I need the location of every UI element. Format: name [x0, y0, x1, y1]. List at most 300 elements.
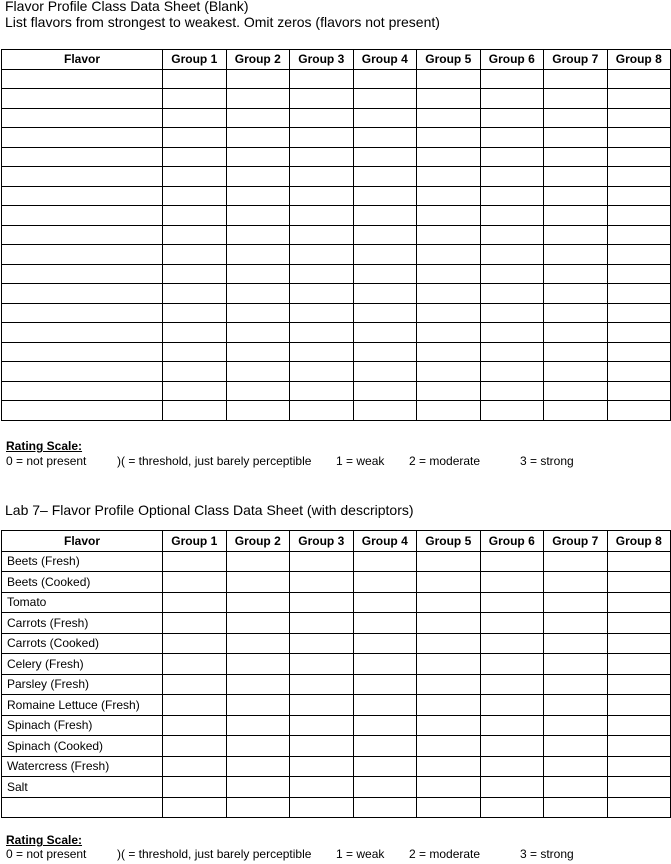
- group-cell[interactable]: [417, 613, 481, 634]
- group-cell[interactable]: [544, 186, 608, 206]
- group-cell[interactable]: [544, 633, 608, 654]
- group-cell[interactable]: [544, 128, 608, 148]
- group-cell[interactable]: [417, 323, 481, 343]
- group-cell[interactable]: [544, 147, 608, 167]
- group-cell[interactable]: [226, 797, 290, 818]
- group-cell[interactable]: [290, 89, 354, 109]
- group-cell[interactable]: [163, 401, 227, 421]
- group-cell[interactable]: [607, 89, 671, 109]
- group-cell[interactable]: [417, 186, 481, 206]
- group-cell[interactable]: [544, 69, 608, 89]
- group-cell[interactable]: [417, 572, 481, 593]
- sheet1-instruction: List flavors from strongest to weakest. Omit zeros (flavors not present): [5, 14, 440, 30]
- rating-scale-item: )( = threshold, just barely perceptible: [117, 847, 312, 861]
- group-cell[interactable]: [353, 89, 417, 109]
- flavor-cell[interactable]: [2, 225, 163, 245]
- group-cell[interactable]: [353, 225, 417, 245]
- group-cell[interactable]: [226, 167, 290, 187]
- table-header-row: [2, 531, 671, 552]
- group-cell[interactable]: [544, 362, 608, 382]
- group-cell[interactable]: [544, 572, 608, 593]
- group-cell[interactable]: [544, 381, 608, 401]
- group-cell[interactable]: [480, 756, 544, 777]
- group-cell[interactable]: [417, 89, 481, 109]
- group-cell[interactable]: [607, 108, 671, 128]
- group-cell[interactable]: [544, 797, 608, 818]
- group-cell[interactable]: [353, 777, 417, 798]
- group-cell[interactable]: [353, 592, 417, 613]
- group-cell[interactable]: [417, 756, 481, 777]
- group-cell[interactable]: [290, 69, 354, 89]
- rating-scale-row: [6, 847, 666, 862]
- group-cell[interactable]: [544, 736, 608, 757]
- group-cell[interactable]: [607, 264, 671, 284]
- group-cell[interactable]: [226, 186, 290, 206]
- flavor-cell[interactable]: [2, 245, 163, 265]
- group-cell[interactable]: [417, 303, 481, 323]
- group-cell[interactable]: [163, 695, 227, 716]
- group-cell[interactable]: [226, 284, 290, 304]
- group-cell[interactable]: [290, 128, 354, 148]
- flavor-cell[interactable]: [2, 186, 163, 206]
- group-cell[interactable]: [353, 186, 417, 206]
- group-cell[interactable]: [226, 69, 290, 89]
- group-cell[interactable]: [163, 551, 227, 572]
- group-cell[interactable]: [226, 342, 290, 362]
- group-cell[interactable]: [226, 736, 290, 757]
- group-cell[interactable]: [163, 797, 227, 818]
- group-cell[interactable]: [607, 797, 671, 818]
- sheet1-title: Flavor Profile Class Data Sheet (Blank): [5, 0, 249, 14]
- group-cell[interactable]: [480, 381, 544, 401]
- rating-scale-item: 3 = strong: [520, 847, 574, 861]
- group-cell[interactable]: [353, 206, 417, 226]
- group-cell[interactable]: [290, 715, 354, 736]
- group-cell[interactable]: [417, 206, 481, 226]
- group-cell[interactable]: [607, 225, 671, 245]
- flavor-cell[interactable]: [2, 264, 163, 284]
- group-cell[interactable]: [353, 736, 417, 757]
- group-cell[interactable]: [417, 674, 481, 695]
- group-cell[interactable]: [226, 695, 290, 716]
- group-cell[interactable]: [353, 108, 417, 128]
- group-cell[interactable]: [226, 225, 290, 245]
- group-cell[interactable]: [417, 777, 481, 798]
- group-cell[interactable]: [480, 777, 544, 798]
- group-cell[interactable]: [480, 147, 544, 167]
- group-cell[interactable]: [290, 362, 354, 382]
- group-cell[interactable]: [163, 89, 227, 109]
- group-cell[interactable]: [353, 381, 417, 401]
- group-cell[interactable]: [163, 342, 227, 362]
- group-cell[interactable]: [353, 674, 417, 695]
- group-cell[interactable]: [290, 401, 354, 421]
- group-cell[interactable]: [163, 284, 227, 304]
- group-cell[interactable]: [480, 551, 544, 572]
- group-cell[interactable]: [417, 147, 481, 167]
- group-cell[interactable]: [226, 245, 290, 265]
- group-cell[interactable]: [290, 633, 354, 654]
- group-column-header: Group 2: [226, 531, 290, 552]
- group-cell[interactable]: [417, 715, 481, 736]
- group-cell[interactable]: [544, 674, 608, 695]
- group-cell[interactable]: [544, 695, 608, 716]
- flavor-cell[interactable]: [2, 303, 163, 323]
- group-cell[interactable]: [353, 128, 417, 148]
- group-cell[interactable]: [544, 756, 608, 777]
- flavor-cell[interactable]: [2, 167, 163, 187]
- flavor-cell[interactable]: [2, 284, 163, 304]
- group-cell[interactable]: [290, 167, 354, 187]
- group-cell[interactable]: [544, 108, 608, 128]
- group-cell[interactable]: [480, 128, 544, 148]
- group-cell[interactable]: [544, 654, 608, 675]
- group-cell[interactable]: [607, 303, 671, 323]
- group-cell[interactable]: [163, 186, 227, 206]
- group-cell[interactable]: [607, 654, 671, 675]
- group-cell[interactable]: [290, 756, 354, 777]
- flavor-cell[interactable]: [2, 147, 163, 167]
- table-row: [2, 264, 671, 284]
- table-row: [2, 362, 671, 382]
- group-cell[interactable]: [607, 633, 671, 654]
- group-cell[interactable]: [417, 736, 481, 757]
- group-column-header: Group 8: [607, 50, 671, 70]
- group-cell[interactable]: [417, 381, 481, 401]
- table-row: [2, 186, 671, 206]
- group-cell[interactable]: [353, 69, 417, 89]
- group-cell[interactable]: [226, 715, 290, 736]
- group-cell[interactable]: [163, 572, 227, 593]
- group-cell[interactable]: [290, 777, 354, 798]
- group-cell[interactable]: [226, 572, 290, 593]
- group-cell[interactable]: [417, 654, 481, 675]
- group-cell[interactable]: [163, 264, 227, 284]
- group-cell[interactable]: [290, 108, 354, 128]
- group-cell[interactable]: [163, 206, 227, 226]
- group-cell[interactable]: [544, 342, 608, 362]
- group-cell[interactable]: [607, 167, 671, 187]
- table-row: [2, 128, 671, 148]
- flavor-cell[interactable]: [2, 128, 163, 148]
- group-cell[interactable]: [163, 613, 227, 634]
- group-cell[interactable]: [607, 284, 671, 304]
- group-cell[interactable]: [353, 342, 417, 362]
- group-cell[interactable]: [480, 167, 544, 187]
- group-cell[interactable]: [544, 613, 608, 634]
- group-cell[interactable]: [226, 613, 290, 634]
- group-cell[interactable]: [226, 108, 290, 128]
- group-cell[interactable]: [290, 695, 354, 716]
- group-cell[interactable]: [417, 128, 481, 148]
- group-cell[interactable]: [480, 695, 544, 716]
- flavor-cell[interactable]: [2, 89, 163, 109]
- group-cell[interactable]: [353, 756, 417, 777]
- group-cell[interactable]: [290, 572, 354, 593]
- group-cell[interactable]: [290, 592, 354, 613]
- group-cell[interactable]: [607, 674, 671, 695]
- group-cell[interactable]: [417, 108, 481, 128]
- group-cell[interactable]: [480, 225, 544, 245]
- flavor-cell[interactable]: [2, 342, 163, 362]
- group-cell[interactable]: [417, 69, 481, 89]
- group-cell[interactable]: [480, 186, 544, 206]
- group-cell[interactable]: [290, 264, 354, 284]
- group-cell[interactable]: [544, 206, 608, 226]
- group-cell[interactable]: [417, 264, 481, 284]
- sheet2-title: Lab 7– Flavor Profile Optional Class Data Sheet (with descriptors): [5, 502, 414, 518]
- group-cell[interactable]: [163, 592, 227, 613]
- group-cell[interactable]: [607, 715, 671, 736]
- group-cell[interactable]: [480, 89, 544, 109]
- group-cell[interactable]: [353, 572, 417, 593]
- group-cell[interactable]: [226, 592, 290, 613]
- table-row: [2, 206, 671, 226]
- flavor-cell: Spinach (Cooked): [2, 736, 163, 757]
- group-cell[interactable]: [290, 303, 354, 323]
- group-cell[interactable]: [607, 777, 671, 798]
- group-cell[interactable]: [163, 69, 227, 89]
- group-cell[interactable]: [163, 167, 227, 187]
- group-cell[interactable]: [290, 381, 354, 401]
- group-cell[interactable]: [607, 323, 671, 343]
- group-cell[interactable]: [290, 674, 354, 695]
- group-cell[interactable]: [544, 777, 608, 798]
- group-cell[interactable]: [607, 592, 671, 613]
- group-cell[interactable]: [163, 147, 227, 167]
- group-cell[interactable]: [480, 654, 544, 675]
- group-cell[interactable]: [163, 381, 227, 401]
- group-cell[interactable]: [290, 206, 354, 226]
- group-cell[interactable]: [290, 654, 354, 675]
- group-cell[interactable]: [544, 225, 608, 245]
- group-cell[interactable]: [226, 128, 290, 148]
- group-column-header: Group 4: [353, 531, 417, 552]
- group-cell[interactable]: [544, 715, 608, 736]
- group-cell[interactable]: [544, 323, 608, 343]
- group-cell[interactable]: [607, 69, 671, 89]
- group-cell[interactable]: [353, 167, 417, 187]
- group-cell[interactable]: [290, 225, 354, 245]
- group-cell[interactable]: [480, 633, 544, 654]
- group-cell[interactable]: [353, 264, 417, 284]
- group-cell[interactable]: [163, 777, 227, 798]
- group-cell[interactable]: [226, 756, 290, 777]
- group-cell[interactable]: [290, 613, 354, 634]
- group-cell[interactable]: [480, 797, 544, 818]
- group-cell[interactable]: [163, 674, 227, 695]
- group-cell[interactable]: [353, 551, 417, 572]
- group-cell[interactable]: [417, 633, 481, 654]
- group-cell[interactable]: [607, 551, 671, 572]
- rating-scale-title: Rating Scale:: [6, 833, 83, 847]
- group-cell[interactable]: [480, 69, 544, 89]
- group-cell[interactable]: [544, 167, 608, 187]
- group-cell[interactable]: [480, 108, 544, 128]
- group-cell[interactable]: [226, 362, 290, 382]
- group-cell[interactable]: [607, 401, 671, 421]
- flavor-column-header: Flavor: [2, 531, 163, 552]
- group-cell[interactable]: [353, 797, 417, 818]
- group-cell[interactable]: [480, 342, 544, 362]
- group-cell[interactable]: [480, 362, 544, 382]
- flavor-cell[interactable]: [2, 401, 163, 421]
- group-cell[interactable]: [607, 572, 671, 593]
- group-cell[interactable]: [480, 736, 544, 757]
- blank-data-table: [1, 49, 671, 421]
- group-cell[interactable]: [163, 756, 227, 777]
- group-cell[interactable]: [353, 654, 417, 675]
- group-cell[interactable]: [480, 303, 544, 323]
- group-cell[interactable]: [290, 147, 354, 167]
- group-cell[interactable]: [417, 342, 481, 362]
- group-cell[interactable]: [353, 695, 417, 716]
- group-cell[interactable]: [226, 674, 290, 695]
- group-cell[interactable]: [163, 303, 227, 323]
- group-cell[interactable]: [544, 401, 608, 421]
- group-cell[interactable]: [353, 284, 417, 304]
- table-row: [2, 756, 671, 777]
- group-cell[interactable]: [290, 736, 354, 757]
- group-cell[interactable]: [480, 284, 544, 304]
- group-cell[interactable]: [607, 362, 671, 382]
- group-cell[interactable]: [226, 777, 290, 798]
- group-cell[interactable]: [163, 633, 227, 654]
- group-cell[interactable]: [226, 89, 290, 109]
- group-cell[interactable]: [480, 715, 544, 736]
- group-cell[interactable]: [480, 245, 544, 265]
- group-cell[interactable]: [163, 736, 227, 757]
- table-row: [2, 225, 671, 245]
- flavor-cell[interactable]: [2, 323, 163, 343]
- group-cell[interactable]: [226, 303, 290, 323]
- group-column-header: Group 3: [290, 50, 354, 70]
- group-cell[interactable]: [607, 613, 671, 634]
- group-cell[interactable]: [480, 323, 544, 343]
- group-cell[interactable]: [353, 303, 417, 323]
- group-cell[interactable]: [290, 342, 354, 362]
- group-cell[interactable]: [290, 551, 354, 572]
- table-row: [2, 401, 671, 421]
- group-cell[interactable]: [544, 551, 608, 572]
- flavor-cell: Romaine Lettuce (Fresh): [2, 695, 163, 716]
- group-cell[interactable]: [163, 108, 227, 128]
- group-cell[interactable]: [163, 715, 227, 736]
- group-cell[interactable]: [417, 284, 481, 304]
- group-cell[interactable]: [226, 206, 290, 226]
- group-cell[interactable]: [544, 284, 608, 304]
- group-cell[interactable]: [417, 401, 481, 421]
- group-cell[interactable]: [353, 401, 417, 421]
- group-cell[interactable]: [607, 342, 671, 362]
- group-cell[interactable]: [163, 362, 227, 382]
- group-cell[interactable]: [226, 633, 290, 654]
- group-cell[interactable]: [544, 303, 608, 323]
- group-cell[interactable]: [290, 245, 354, 265]
- group-cell[interactable]: [353, 362, 417, 382]
- group-cell[interactable]: [607, 206, 671, 226]
- flavor-cell[interactable]: [2, 381, 163, 401]
- flavor-cell[interactable]: [2, 69, 163, 89]
- group-cell[interactable]: [607, 186, 671, 206]
- group-cell[interactable]: [290, 284, 354, 304]
- group-cell[interactable]: [607, 381, 671, 401]
- group-cell[interactable]: [480, 206, 544, 226]
- group-cell[interactable]: [607, 245, 671, 265]
- group-cell[interactable]: [480, 572, 544, 593]
- group-cell[interactable]: [290, 186, 354, 206]
- table-row: [2, 89, 671, 109]
- group-cell[interactable]: [353, 323, 417, 343]
- group-cell[interactable]: [226, 654, 290, 675]
- flavor-cell[interactable]: [2, 362, 163, 382]
- group-column-header: Group 7: [544, 50, 608, 70]
- group-cell[interactable]: [353, 147, 417, 167]
- flavor-cell: Carrots (Cooked): [2, 633, 163, 654]
- rating-scale-item: 0 = not present: [6, 454, 87, 468]
- group-cell[interactable]: [353, 715, 417, 736]
- group-cell[interactable]: [226, 147, 290, 167]
- group-cell[interactable]: [417, 167, 481, 187]
- group-cell[interactable]: [226, 381, 290, 401]
- group-cell[interactable]: [290, 323, 354, 343]
- group-cell[interactable]: [226, 401, 290, 421]
- group-cell[interactable]: [417, 551, 481, 572]
- group-cell[interactable]: [163, 654, 227, 675]
- group-cell[interactable]: [544, 592, 608, 613]
- group-cell[interactable]: [163, 245, 227, 265]
- group-cell[interactable]: [417, 245, 481, 265]
- group-cell[interactable]: [607, 147, 671, 167]
- group-cell[interactable]: [544, 245, 608, 265]
- group-cell[interactable]: [417, 797, 481, 818]
- group-cell[interactable]: [480, 264, 544, 284]
- group-cell[interactable]: [417, 695, 481, 716]
- table-row: [2, 342, 671, 362]
- group-cell[interactable]: [353, 245, 417, 265]
- group-cell[interactable]: [480, 401, 544, 421]
- group-cell[interactable]: [417, 592, 481, 613]
- group-cell[interactable]: [417, 362, 481, 382]
- group-cell[interactable]: [544, 264, 608, 284]
- group-cell[interactable]: [544, 89, 608, 109]
- group-cell[interactable]: [353, 613, 417, 634]
- flavor-cell[interactable]: [2, 206, 163, 226]
- group-cell[interactable]: [607, 128, 671, 148]
- group-cell[interactable]: [163, 225, 227, 245]
- table-row: [2, 147, 671, 167]
- group-cell[interactable]: [226, 551, 290, 572]
- table-row: [2, 613, 671, 634]
- flavor-cell[interactable]: [2, 108, 163, 128]
- group-cell[interactable]: [607, 736, 671, 757]
- group-cell[interactable]: [163, 128, 227, 148]
- group-column-header: Group 6: [480, 50, 544, 70]
- group-cell[interactable]: [607, 695, 671, 716]
- table-header-row: [2, 50, 671, 70]
- group-cell[interactable]: [607, 756, 671, 777]
- group-cell[interactable]: [163, 323, 227, 343]
- group-cell[interactable]: [226, 264, 290, 284]
- group-cell[interactable]: [480, 613, 544, 634]
- group-cell[interactable]: [226, 323, 290, 343]
- rating-scale-item: 3 = strong: [520, 454, 574, 468]
- group-cell[interactable]: [480, 592, 544, 613]
- group-cell[interactable]: [290, 797, 354, 818]
- group-cell[interactable]: [480, 674, 544, 695]
- group-cell[interactable]: [417, 225, 481, 245]
- group-cell[interactable]: [353, 633, 417, 654]
